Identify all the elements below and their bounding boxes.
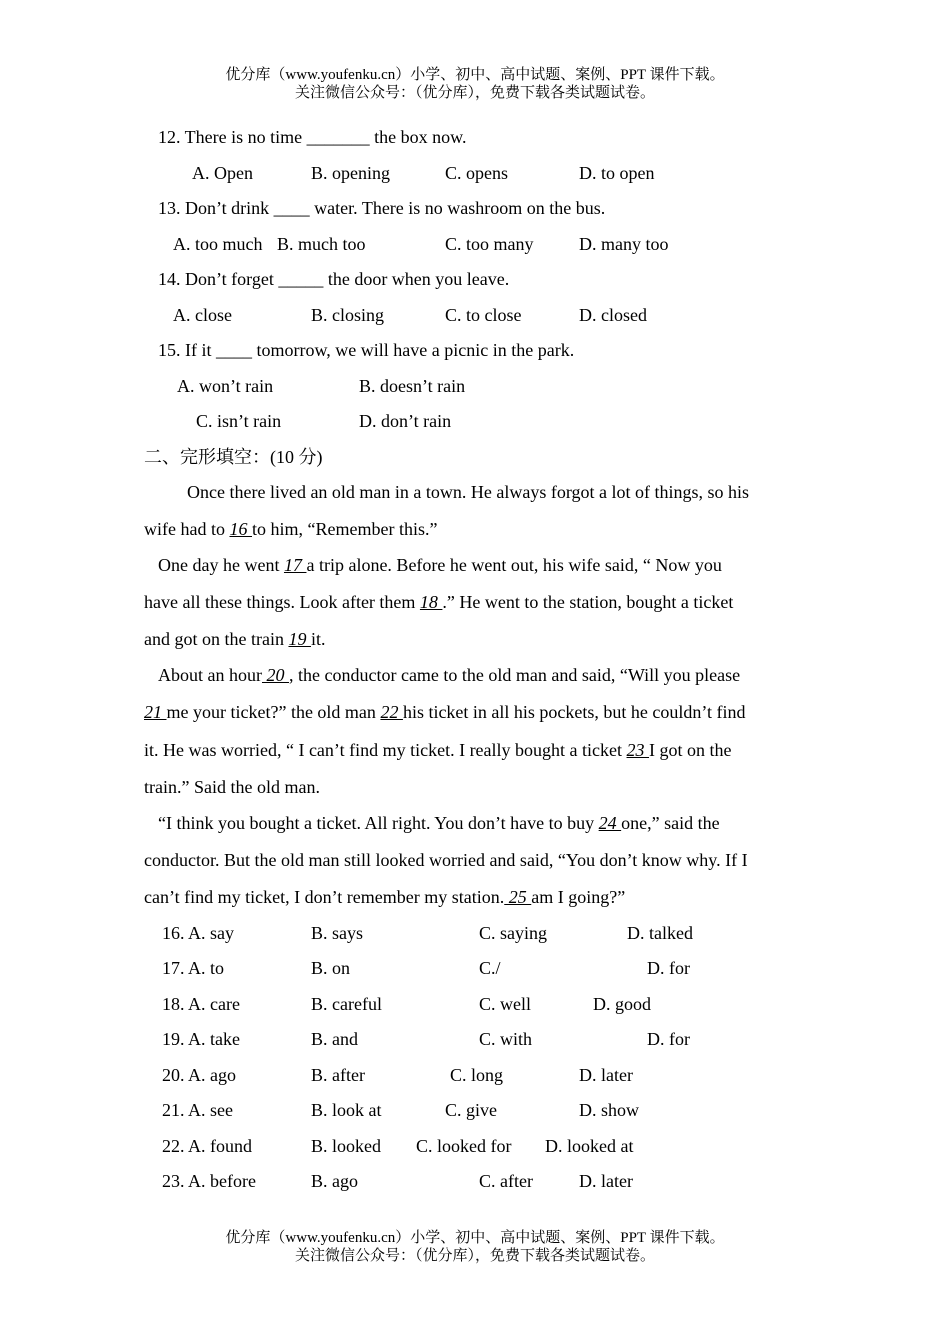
blank-23: 23 [626,740,650,760]
passage-text: a trip alone. Before he went out, his wife said, “ Now you [306,555,722,575]
q23-option-d: D. later [579,1171,633,1191]
passage-line: Once there lived an old man in a town. He always forgot a lot of things, so his [187,482,750,502]
q20-option-a: 20. A. ago [162,1065,236,1085]
passage-text: it. [310,629,326,649]
q20-option-d: D. later [579,1065,633,1085]
passage-text: have all these things. Look after them [144,592,420,612]
passage-text: I got on the [649,740,732,760]
q18-option-b: B. careful [311,994,382,1014]
q20-option-c: C. long [450,1065,504,1085]
question-13-stem: 13. Don’t drink ____ water. There is no washroom on the bus. [158,198,606,218]
q17-option-d: D. for [647,958,690,978]
q13-option-c: C. too many [445,234,534,254]
passage-line [144,628,325,650]
q19-option-d: D. for [647,1029,690,1049]
q23-option-a: 23. A. before [162,1171,256,1191]
passage-text: to him, “Remember this.” [251,519,438,539]
passage-text: one,” said the [621,813,720,833]
q15-option-a: A. won’t rain [177,376,274,396]
passage-line [144,886,625,908]
q12-option-a: A. Open [192,163,253,183]
blank-20: 20 [261,665,289,685]
q23-option-c: C. after [479,1171,533,1191]
q22-option-a: 22. A. found [162,1136,252,1156]
passage-text: me your ticket?” the old man [166,702,381,722]
page-footer-line-1: 优分库（www.youfenku.cn）小学、初中、高中试题、案例、PPT 课件下载。 [225,1230,725,1246]
passage-text: One day he went [158,555,284,575]
q21-option-d: D. show [579,1100,640,1120]
passage-line [144,701,746,723]
q18-option-c: C. well [479,994,531,1014]
passage-line [158,664,740,686]
q20-option-b: B. after [311,1065,365,1085]
q17-option-b: B. on [311,958,351,978]
q16-option-d: D. talked [627,923,693,943]
q12-option-d: D. to open [579,163,655,183]
q21-option-b: B. look at [311,1100,382,1120]
blank-25: 25 [504,887,532,907]
page-header-line-1: 优分库（www.youfenku.cn）小学、初中、高中试题、案例、PPT 课件下载。 [225,67,725,83]
passage-text: About an hour [158,665,262,685]
passage-text: , the conductor came to the old man and said, “Will you please [288,665,741,685]
q17-option-c: C./ [479,958,501,978]
passage-line [158,554,722,576]
q22-option-d: D. looked at [545,1136,634,1156]
q22-option-b: B. looked [311,1136,381,1156]
q21-option-c: C. give [445,1100,497,1120]
blank-18: 18 [419,592,443,612]
passage-line [144,739,732,761]
q18-option-a: 18. A. care [162,994,240,1014]
passage-text: his ticket in all his pockets, but he couldn’t find [402,702,746,722]
blank-21: 21 [144,702,167,722]
passage-text: wife had to [144,519,230,539]
q13-option-d: D. many too [579,234,669,254]
blank-19: 19 [288,629,311,649]
q14-option-b: B. closing [311,305,385,325]
passage-line: conductor. But the old man still looked worried and said, “You don’t know why. If I [144,850,748,870]
question-14-stem: 14. Don’t forget _____ the door when you leave. [158,269,510,289]
q12-option-b: B. opening [311,163,390,183]
q19-option-c: C. with [479,1029,533,1049]
page-footer-line-2: 关注微信公众号：（优分库），免费下载各类试题试卷。 [294,1248,655,1264]
q19-option-a: 19. A. take [162,1029,240,1049]
passage-text: “I think you bought a ticket. All right. You don’t have to buy [158,813,599,833]
q19-option-b: B. and [311,1029,358,1049]
passage-line [144,518,437,540]
q14-option-c: C. to close [445,305,522,325]
passage-text: it. He was worried, “ I can’t find my ticket. I really bought a ticket [144,740,627,760]
q14-option-d: D. closed [579,305,647,325]
section-title-cloze: 二、完形填空：(10 分) [144,447,323,467]
q13-option-a: A. too much [173,234,263,254]
q21-option-a: 21. A. see [162,1100,233,1120]
q15-option-c: C. isn’t rain [196,411,282,431]
passage-line [158,812,720,834]
passage-text: am I going?” [531,887,626,907]
passage-text: and got on the train [144,629,289,649]
passage-line: train.” Said the old man. [144,777,320,797]
q22-option-c: C. looked for [416,1136,512,1156]
q16-option-c: C. saying [479,923,548,943]
q15-option-b: B. doesn’t rain [359,376,466,396]
question-15-stem: 15. If it ____ tomorrow, we will have a picnic in the park. [158,340,575,360]
blank-24: 24 [598,813,622,833]
page-header-line-2: 关注微信公众号：（优分库），免费下载各类试题试卷。 [294,85,655,101]
question-12-stem: 12. There is no time _______ the box now. [158,127,467,147]
q18-option-d: D. good [593,994,651,1014]
q17-option-a: 17. A. to [162,958,225,978]
passage-text: can’t find my ticket, I don’t remember my station. [144,887,505,907]
passage-text: .” He went to the station, bought a ticket [442,592,734,612]
q15-option-d: D. don’t rain [359,411,452,431]
q12-option-c: C. opens [445,163,508,183]
blank-16: 16 [229,519,252,539]
blank-22: 22 [380,702,403,722]
passage-line [144,591,733,613]
q16-option-b: B. says [311,923,364,943]
q16-option-a: 16. A. say [162,923,234,943]
blank-17: 17 [283,555,307,575]
q23-option-b: B. ago [311,1171,358,1191]
q13-option-b: B. much too [277,234,366,254]
q14-option-a: A. close [173,305,232,325]
